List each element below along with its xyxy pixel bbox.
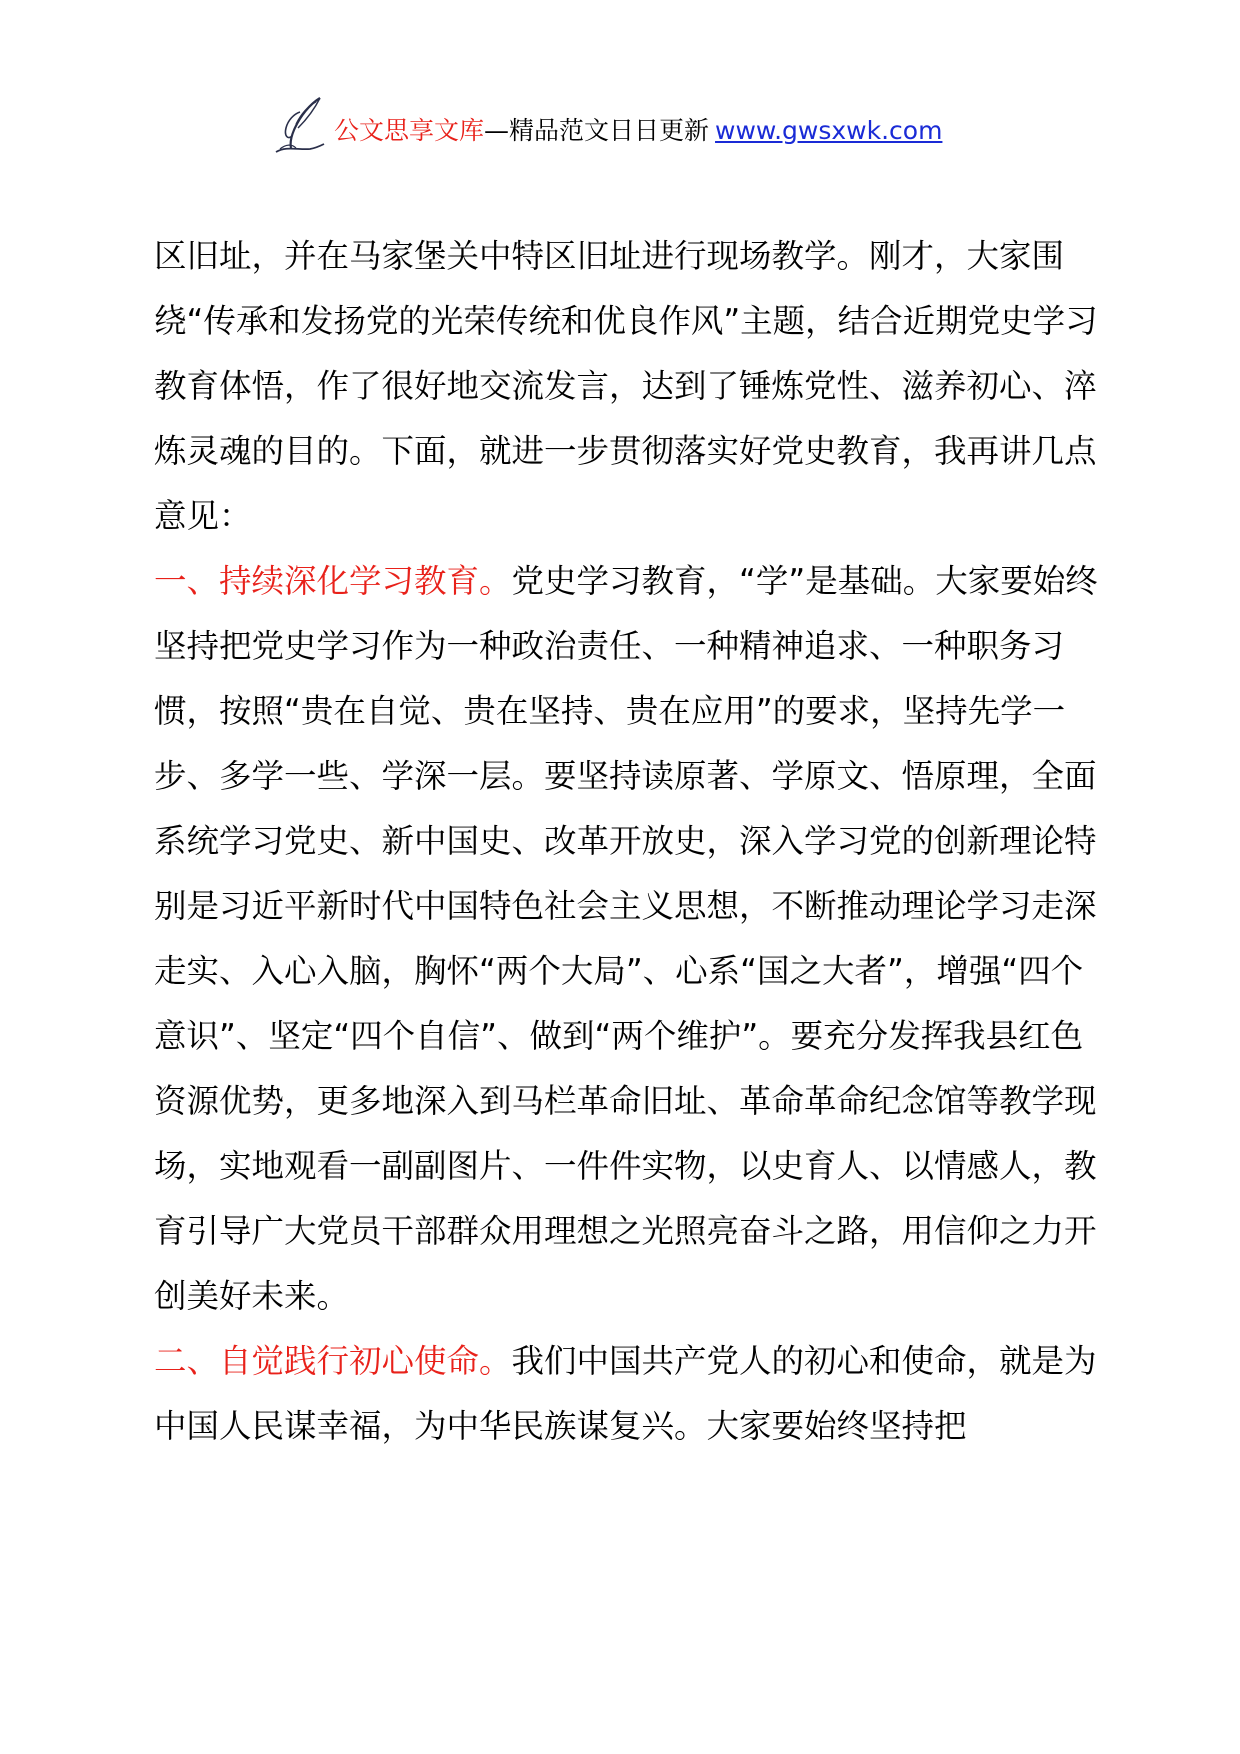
header-text bbox=[334, 114, 942, 156]
paragraph-section-2 bbox=[154, 1329, 1114, 1459]
header-tagline: —精品范文日日更新 bbox=[484, 116, 710, 145]
document-body bbox=[154, 224, 1114, 1459]
paragraph-text: 党史学习教育，“学”是基础。大家要始终坚持把党史学习作为一种政治责任、一种精神追求、一种职务习惯，按照“贵在自觉、贵在坚持、贵在应用”的要求，坚持先学一步、多学一些、学深一层。要坚持读原著、学原文、悟原理，全面系统学习党史、新中国史、改革开放史，深入学习党的创新理论特别是习近平新时代中国特色社会主义思想，不断推动理论学习走深走实、入心入脑，胸怀“两个大局”、心系“国之大者”，增强“四个意识”、坚定“四个自信”、做到“两个维护”。要充分发挥我县红色资源优势，更多地深入到马栏革命旧址、革命革命纪念馆等教学现场，实地观看一副副图片、一件件实物，以史育人、以情感人，教育引导广大党员干部群众用理想之光照亮奋斗之路，用信仰之力开创美好未来。 bbox=[154, 562, 1098, 1315]
site-url-link[interactable]: www.gwsxwk.com bbox=[715, 116, 943, 145]
section-heading-1: 一、持续深化学习教育。 bbox=[154, 562, 512, 600]
brand-name: 公文思享文库 bbox=[334, 116, 485, 145]
paragraph-section-1 bbox=[154, 549, 1114, 1329]
quill-pen-logo-icon bbox=[270, 94, 328, 156]
paragraph-intro bbox=[154, 224, 1114, 549]
section-heading-2: 二、自觉践行初心使命。 bbox=[154, 1342, 512, 1380]
page-header bbox=[270, 86, 942, 156]
paragraph-text: 我们中国共产党人的初心和使命，就是为中国人民谋幸福，为中华民族谋复兴。大家要始终坚持把 bbox=[154, 1342, 1097, 1445]
paragraph-text: 区旧址，并在马家堡关中特区旧址进行现场教学。刚才，大家围绕“传承和发扬党的光荣传统和优良作风”主题，结合近期党史学习教育体悟，作了很好地交流发言，达到了锤炼党性、滋养初心、淬炼灵魂的目的。下面，就进一步贯彻落实好党史教育，我再讲几点意见： bbox=[154, 237, 1098, 535]
